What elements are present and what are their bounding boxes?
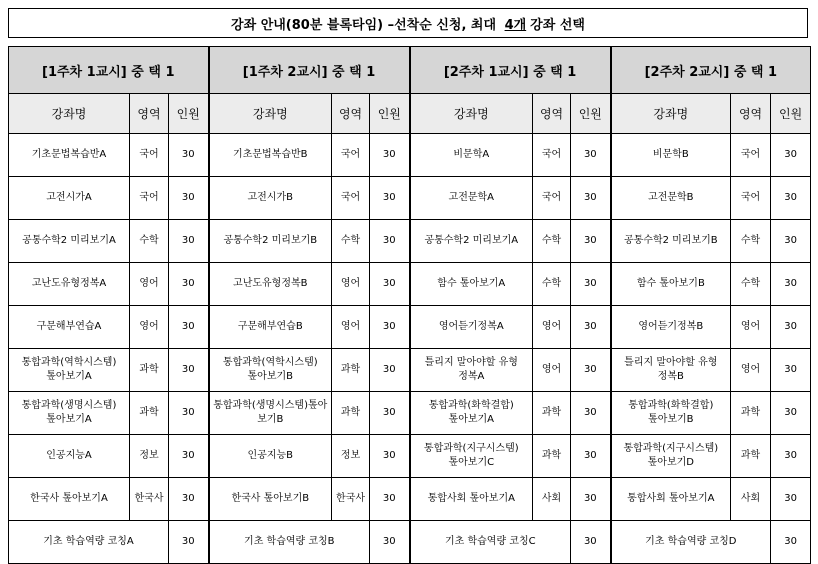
- course-name: 기초문법복습반B: [209, 134, 332, 177]
- course-name: 통합사회 톺아보기A: [410, 478, 533, 521]
- course-area: 영어: [332, 263, 370, 306]
- course-area: 영어: [332, 306, 370, 349]
- course-name: 기초 학습역량 코칭B: [209, 521, 370, 564]
- course-capacity: 30: [571, 349, 611, 392]
- course-name: 인공지능B: [209, 435, 332, 478]
- course-name: 영어듣기정복B: [611, 306, 731, 349]
- course-area: 과학: [130, 392, 169, 435]
- course-area: 사회: [731, 478, 771, 521]
- column-header-name: 강좌명: [410, 94, 533, 134]
- course-area: 과학: [332, 392, 370, 435]
- course-name: 구문해부연습B: [209, 306, 332, 349]
- course-name: 통합과학(생명시스템)톺아 보기B: [209, 392, 332, 435]
- title-emphasis: 선착순: [394, 17, 432, 33]
- column-header-area: 영역: [533, 94, 571, 134]
- course-area: 과학: [332, 349, 370, 392]
- course-area: 영어: [130, 263, 169, 306]
- course-capacity: 30: [771, 306, 811, 349]
- table-row: [9, 177, 811, 220]
- table-row: [9, 435, 811, 478]
- table-row: [9, 263, 811, 306]
- course-name: 비문학A: [410, 134, 533, 177]
- course-area: 수학: [533, 263, 571, 306]
- course-name: 공통수학2 미리보기A: [410, 220, 533, 263]
- course-name: 통합과학(화학결합) 톺아보기A: [410, 392, 533, 435]
- course-capacity: 30: [169, 521, 209, 564]
- course-name: 통합사회 톺아보기A: [611, 478, 731, 521]
- course-area: 과학: [533, 392, 571, 435]
- course-capacity: 30: [370, 263, 410, 306]
- course-capacity: 30: [169, 177, 209, 220]
- column-header-area: 영역: [332, 94, 370, 134]
- course-area: 수학: [731, 263, 771, 306]
- course-name: 통합과학(지구시스템) 톺아보기D: [611, 435, 731, 478]
- course-area: 국어: [533, 177, 571, 220]
- table-row-coaching: [9, 521, 811, 564]
- course-capacity: 30: [771, 220, 811, 263]
- course-name: 통합과학(역학시스템) 톺아보기A: [9, 349, 130, 392]
- course-capacity: 30: [771, 435, 811, 478]
- course-name: 공통수학2 미리보기B: [611, 220, 731, 263]
- course-capacity: 30: [169, 435, 209, 478]
- column-header-name: 강좌명: [209, 94, 332, 134]
- course-name: 기초 학습역량 코칭C: [410, 521, 571, 564]
- table-row: [9, 306, 811, 349]
- group-heading: [2주차 1교시] 중 택 1: [410, 47, 611, 94]
- course-area: 과학: [533, 435, 571, 478]
- course-capacity: 30: [370, 392, 410, 435]
- course-area: 정보: [332, 435, 370, 478]
- course-capacity: 30: [169, 478, 209, 521]
- course-name: 틀리지 말아야할 유형 정복B: [611, 349, 731, 392]
- course-name: 통합과학(생명시스템) 톺아보기A: [9, 392, 130, 435]
- page-title: [8, 8, 808, 38]
- course-capacity: 30: [370, 521, 410, 564]
- course-capacity: 30: [771, 177, 811, 220]
- title-count: 4개: [504, 17, 527, 33]
- course-capacity: 30: [571, 521, 611, 564]
- course-area: 영어: [130, 306, 169, 349]
- course-capacity: 30: [370, 220, 410, 263]
- course-area: 수학: [533, 220, 571, 263]
- course-area: 영어: [731, 349, 771, 392]
- table-row: [9, 392, 811, 435]
- course-area: 과학: [130, 349, 169, 392]
- course-capacity: 30: [370, 349, 410, 392]
- course-capacity: 30: [370, 478, 410, 521]
- course-area: 국어: [731, 177, 771, 220]
- course-area: 사회: [533, 478, 571, 521]
- course-capacity: 30: [771, 478, 811, 521]
- course-name: 영어듣기정복A: [410, 306, 533, 349]
- course-area: 국어: [731, 134, 771, 177]
- group-heading: [1주차 1교시] 중 택 1: [9, 47, 209, 94]
- table-row: [9, 478, 811, 521]
- title-middle: 신청, 최대: [431, 17, 501, 33]
- course-capacity: 30: [169, 349, 209, 392]
- course-capacity: 30: [771, 349, 811, 392]
- table-row: [9, 134, 811, 177]
- title-prefix: 강좌 안내(80분 블록타임) –: [231, 17, 395, 33]
- course-name: 기초 학습역량 코칭A: [9, 521, 169, 564]
- course-name: 함수 톺아보기A: [410, 263, 533, 306]
- course-capacity: 30: [571, 263, 611, 306]
- course-name: 고전문학A: [410, 177, 533, 220]
- course-capacity: 30: [370, 134, 410, 177]
- course-name: 인공지능A: [9, 435, 130, 478]
- course-capacity: 30: [571, 177, 611, 220]
- course-capacity: 30: [571, 435, 611, 478]
- course-capacity: 30: [571, 134, 611, 177]
- column-header-area: 영역: [731, 94, 771, 134]
- course-name: 공통수학2 미리보기B: [209, 220, 332, 263]
- course-capacity: 30: [771, 521, 811, 564]
- course-capacity: 30: [571, 220, 611, 263]
- course-area: 과학: [731, 435, 771, 478]
- course-capacity: 30: [370, 435, 410, 478]
- course-area: 과학: [731, 392, 771, 435]
- course-name: 한국사 톺아보기B: [209, 478, 332, 521]
- course-name: 통합과학(역학시스템) 톺아보기B: [209, 349, 332, 392]
- group-heading: [2주차 2교시] 중 택 1: [611, 47, 811, 94]
- course-area: 수학: [130, 220, 169, 263]
- course-capacity: 30: [771, 392, 811, 435]
- course-capacity: 30: [370, 177, 410, 220]
- course-name: 통합과학(화학결합) 톺아보기B: [611, 392, 731, 435]
- course-name: 기초 학습역량 코칭D: [611, 521, 771, 564]
- group-heading: [1주차 2교시] 중 택 1: [209, 47, 410, 94]
- course-name: 비문학B: [611, 134, 731, 177]
- course-name: 고난도유형정복A: [9, 263, 130, 306]
- course-table: [8, 46, 811, 564]
- column-header-area: 영역: [130, 94, 169, 134]
- course-name: 기초문법복습반A: [9, 134, 130, 177]
- course-capacity: 30: [571, 478, 611, 521]
- group-heading-row: [9, 47, 811, 94]
- column-header-name: 강좌명: [611, 94, 731, 134]
- course-capacity: 30: [571, 306, 611, 349]
- column-header-row: [9, 94, 811, 134]
- course-name: 고난도유형정복B: [209, 263, 332, 306]
- course-name: 고전시가B: [209, 177, 332, 220]
- title-suffix: 강좌 선택: [530, 17, 585, 33]
- course-capacity: 30: [771, 263, 811, 306]
- course-area: 영어: [533, 349, 571, 392]
- course-capacity: 30: [169, 134, 209, 177]
- course-capacity: 30: [370, 306, 410, 349]
- table-row: [9, 349, 811, 392]
- column-header-count: 인원: [571, 94, 611, 134]
- course-area: 정보: [130, 435, 169, 478]
- course-name: 함수 톺아보기B: [611, 263, 731, 306]
- column-header-count: 인원: [370, 94, 410, 134]
- course-area: 수학: [332, 220, 370, 263]
- course-name: 고전시가A: [9, 177, 130, 220]
- course-capacity: 30: [169, 263, 209, 306]
- course-area: 수학: [731, 220, 771, 263]
- course-capacity: 30: [169, 392, 209, 435]
- course-area: 국어: [332, 177, 370, 220]
- course-area: 영어: [731, 306, 771, 349]
- course-name: 통합과학(지구시스템) 톺아보기C: [410, 435, 533, 478]
- course-area: 국어: [533, 134, 571, 177]
- column-header-count: 인원: [169, 94, 209, 134]
- course-area: 국어: [130, 134, 169, 177]
- course-area: 국어: [332, 134, 370, 177]
- course-area: 한국사: [130, 478, 169, 521]
- course-name: 틀리지 말아야할 유형 정복A: [410, 349, 533, 392]
- column-header-name: 강좌명: [9, 94, 130, 134]
- course-capacity: 30: [169, 220, 209, 263]
- course-area: 국어: [130, 177, 169, 220]
- table-row: [9, 220, 811, 263]
- course-capacity: 30: [571, 392, 611, 435]
- course-capacity: 30: [771, 134, 811, 177]
- course-area: 영어: [533, 306, 571, 349]
- course-name: 고전문학B: [611, 177, 731, 220]
- course-name: 한국사 톺아보기A: [9, 478, 130, 521]
- course-name: 공통수학2 미리보기A: [9, 220, 130, 263]
- course-name: 구문해부연습A: [9, 306, 130, 349]
- course-capacity: 30: [169, 306, 209, 349]
- column-header-count: 인원: [771, 94, 811, 134]
- course-area: 한국사: [332, 478, 370, 521]
